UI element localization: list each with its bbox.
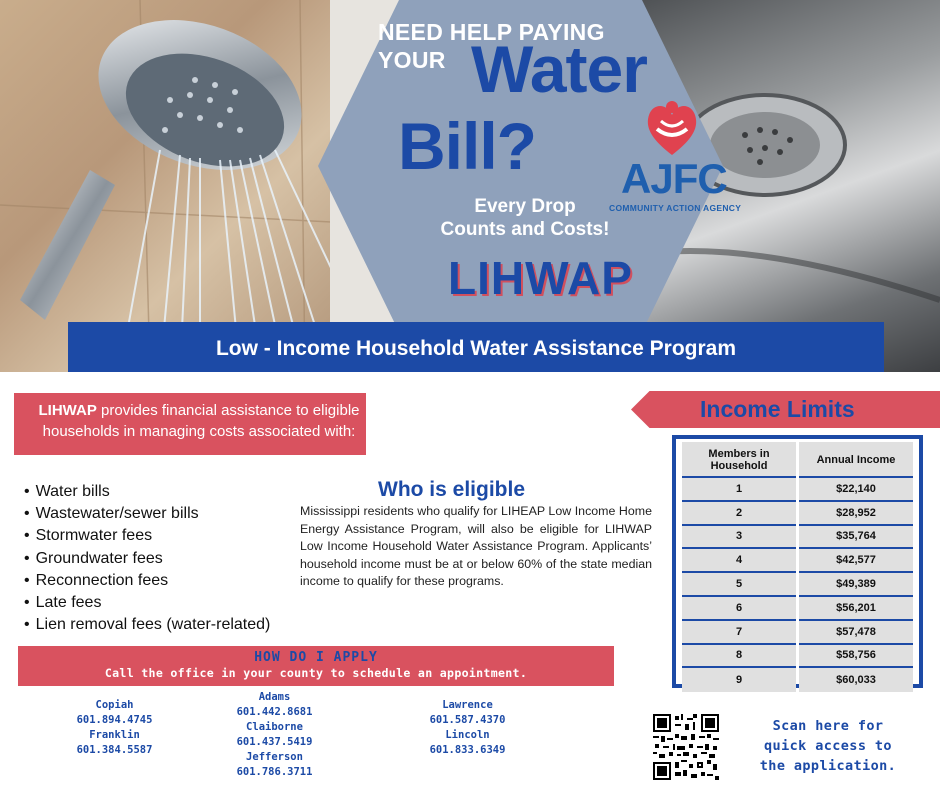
members-cell: 9 [682, 668, 796, 692]
county-phone-adams[interactable]: 601.442.8681 [236, 706, 313, 718]
list-item: • Wastewater/sewer bills [24, 503, 270, 525]
county-phone-copiah[interactable]: 601.894.4745 [76, 714, 153, 726]
county-name-adams: Adams [258, 691, 291, 703]
table-row [682, 573, 913, 597]
income-cell: $42,577 [799, 549, 913, 573]
table-row [682, 645, 913, 669]
county-group-1 [62, 698, 167, 758]
income-cell: $22,140 [799, 478, 913, 502]
table-row [682, 549, 913, 573]
table-row [682, 502, 913, 526]
list-item: • Reconnection fees [24, 570, 270, 592]
income-cell: $58,756 [799, 645, 913, 669]
income-cell: $60,033 [799, 668, 913, 692]
members-cell: 4 [682, 549, 796, 573]
program-acronym: LIHWAP [448, 252, 633, 304]
logo-subtitle: COMMUNITY ACTION AGENCY [609, 203, 742, 213]
eligibility-text: Mississippi residents who qualify for LIHEAP Low Income Home Energy Assistance Program, will also be eligible for LIHWAP Low Income Household Water Assistance Program. Applicants’ household income must be at or below 60% of the state median income to qualify for these programs. [300, 504, 652, 589]
intro-body: provides financial assistance to eligible households in managing costs associated with: [42, 402, 360, 440]
table-row [682, 621, 913, 645]
list-item: • Water bills [24, 481, 270, 503]
members-cell: 2 [682, 502, 796, 526]
headline-line-2: YOUR [378, 47, 446, 73]
program-banner: Low - Income Household Water Assistance Program [68, 322, 884, 372]
county-group-3 [415, 698, 520, 758]
table-row [682, 668, 913, 692]
table-header-row [682, 442, 913, 478]
intro-bold: LIHWAP [38, 402, 97, 419]
headline-water: Water [471, 32, 647, 106]
list-item: • Groundwater fees [24, 548, 270, 570]
heart-hands-icon [643, 97, 701, 159]
county-name-jefferson: Jefferson [246, 751, 303, 763]
list-item: • Lien removal fees (water-related) [24, 614, 270, 636]
county-phone-franklin[interactable]: 601.384.5587 [76, 744, 153, 756]
county-phone-jefferson[interactable]: 601.786.3711 [236, 766, 313, 778]
county-phone-lincoln[interactable]: 601.833.6349 [429, 744, 506, 756]
income-title: Income Limits [700, 396, 855, 422]
eligibility-title: Who is eligible [378, 478, 526, 501]
income-grid [679, 442, 916, 692]
list-item: • Stormwater fees [24, 525, 270, 547]
members-cell: 3 [682, 526, 796, 550]
list-item: • Late fees [24, 592, 270, 614]
members-cell: 5 [682, 573, 796, 597]
qr-caption: Scan here for quick access to the application. [759, 718, 897, 774]
county-name-claiborne: Claiborne [246, 721, 303, 733]
tagline-line-2: Counts and Costs! [440, 219, 610, 240]
tagline-line-1: Every Drop [474, 196, 576, 217]
members-cell: 1 [682, 478, 796, 502]
headline-bill: Bill? [398, 109, 536, 183]
table-row [682, 597, 913, 621]
county-name-lawrence: Lawrence [442, 699, 493, 711]
members-cell: 8 [682, 645, 796, 669]
table-row [682, 478, 913, 502]
col-members-header: Members in Household [682, 442, 796, 478]
headline-line-1: NEED HELP PAYING [378, 19, 605, 45]
ajfc-logo [605, 95, 745, 220]
county-phone-claiborne[interactable]: 601.437.5419 [236, 736, 313, 748]
county-name-lincoln: Lincoln [445, 729, 490, 741]
members-cell: 7 [682, 621, 796, 645]
income-cell: $28,952 [799, 502, 913, 526]
income-cell: $57,478 [799, 621, 913, 645]
county-group-2 [222, 690, 327, 780]
cost-list [24, 481, 270, 636]
hero-section [0, 0, 940, 372]
county-phone-lawrence[interactable]: 601.587.4370 [429, 714, 506, 726]
apply-subtitle: Call the office in your county to schedule an appointment. [104, 666, 528, 680]
income-cell: $49,389 [799, 573, 913, 597]
qr-code-icon [653, 714, 719, 780]
income-cell: $35,764 [799, 526, 913, 550]
income-table [672, 435, 923, 688]
table-row [682, 526, 913, 550]
logo-name: AJFC [621, 155, 727, 202]
col-income-header: Annual Income [799, 442, 913, 478]
qr-code[interactable] [653, 714, 719, 780]
apply-title: HOW DO I APPLY [254, 650, 378, 665]
county-name-copiah: Copiah [95, 699, 134, 711]
intro-text [24, 400, 374, 442]
members-cell: 6 [682, 597, 796, 621]
income-cell: $56,201 [799, 597, 913, 621]
county-name-franklin: Franklin [89, 729, 140, 741]
